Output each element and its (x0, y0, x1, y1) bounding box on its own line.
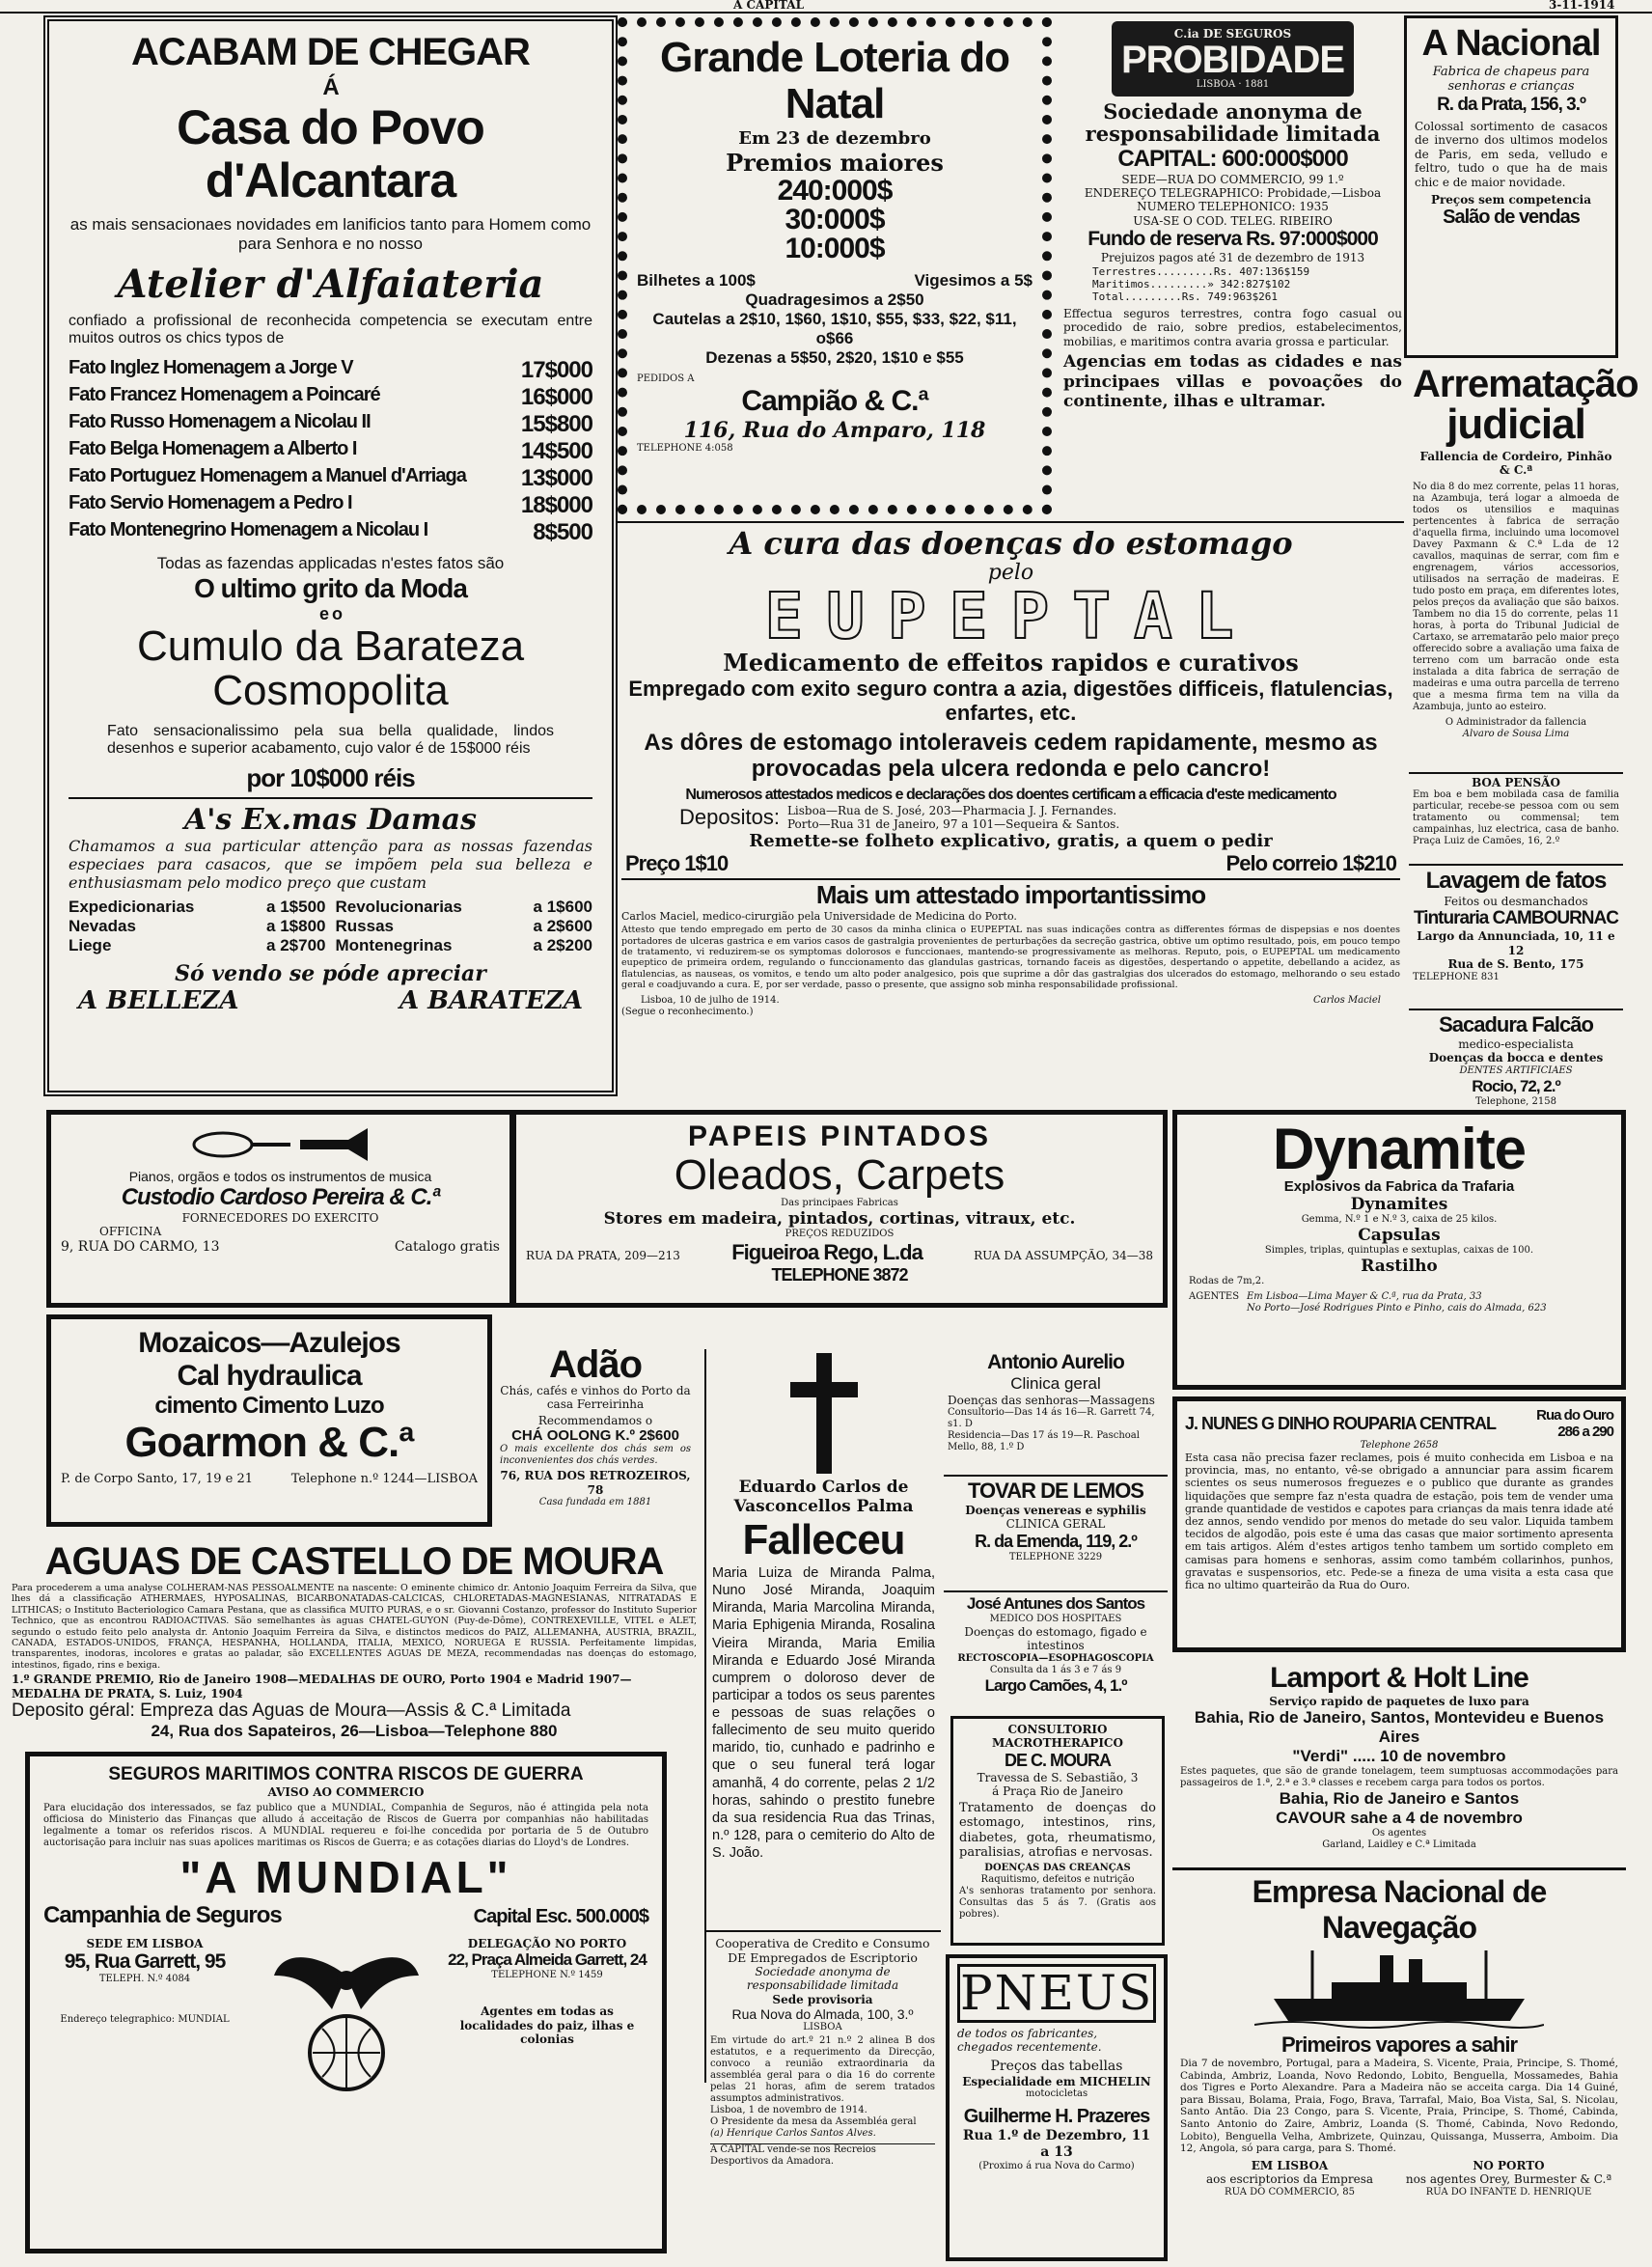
coat-row: Nevadas a 1$800 Russas a 2$600 (69, 917, 592, 936)
lavagem-telephone: TELEPHONE 831 (1413, 971, 1500, 982)
moura-address-1: Travessa de S. Sebastião, 3 (977, 1770, 1139, 1784)
moura-raquitismo: Raquitismo, defeitos e nutrição (980, 1873, 1135, 1885)
eupeptal-precos (621, 851, 1400, 876)
mundial-delegacao-tel: TELEPHONE N.º 1459 (491, 1970, 603, 1981)
eupeptal-deposito-porto: Porto—Rua 31 de Janeiro, 97 a 101—Sequeira & Santos. (786, 816, 1120, 831)
ad-dynamite (1172, 1110, 1626, 1390)
navegacao-porto-text: nos agentes Orey, Burmester & C.ª (1405, 2172, 1612, 2187)
tovar-doencas: Doenças venereas e syphilis (965, 1504, 1146, 1517)
arrematacao-subtitle: judicial (1446, 401, 1585, 448)
cooperativa-text: Em virtude do art.º 21 n.º 2 alinea B dos estatutos, e a requerimento da Direcção, convoco a reunião extraordinaria da assembléa geral para o dia 16 do corrente pelas 21 horas, afim de serem tratados assumptos administrativos. (710, 2035, 935, 2105)
probidade-codigo: USA-SE O COD. TELEG. RIBEIRO (1133, 213, 1333, 228)
mozaicos-line-1: Mozaicos—Azulejos (138, 1327, 400, 1359)
mozaicos-line-2: Cal hydraulica (177, 1360, 362, 1392)
pneus-name: Guilherme H. Prazeres (963, 2105, 1150, 2127)
alcantara-fabric-note: Todas as fazendas applicadas n'estes fatos são (156, 554, 505, 572)
tovar-name: TOVAR DE LEMOS (968, 1479, 1143, 1503)
aurelio-residencia: Residencia—Das 17 ás 19—R. Paschoal Mello, 88, 1.º D (948, 1430, 1140, 1453)
eupeptal-empregado: Empregado com exito seguro contra a azia, digestões difficeis, flatulencias, enfartes, etc. (628, 677, 1393, 726)
eupeptal-deposito-lisboa: Lisboa—Rua de S. José, 203—Pharmacia J. J. Fernandes. (786, 803, 1117, 817)
pneus-title: PNEUS (957, 1964, 1156, 2023)
ad-a-nacional (1404, 15, 1618, 358)
ad-lavagem-fatos (1409, 864, 1623, 1009)
alcantara-atelier-text: confiado a profissional de reconhecida competencia se executam entre muitos outros os chics typos de (69, 313, 592, 346)
nacional-fabrica: Fabrica de chapeus para senhoras e crianças (1432, 64, 1590, 95)
cross-icon (712, 1353, 935, 1479)
dynamite-explosivos: Explosivos da Fabrica da Trafaria (1283, 1178, 1515, 1195)
custodio-fornecedores: FORNECEDORES DO EXERCITO (181, 1211, 379, 1225)
navegacao-lisboa-address: RUA DO COMMERCIO, 85 (1225, 2186, 1355, 2198)
alcantara-so-vendo: Só vendo se póde apreciar (175, 961, 486, 987)
antunes-address: Largo Camões, 4, 1.º (984, 1675, 1127, 1695)
coat-row: Liege a 2$700 Montenegrinas a 2$200 (69, 936, 592, 955)
mundial-subtitle-row (43, 1902, 648, 1929)
cooperativa-presidente: O Presidente da mesa da Assembléa geral (710, 2116, 917, 2128)
violin-trumpet-icon (184, 1120, 377, 1169)
ad-grande-loteria (618, 17, 1052, 514)
pneus-michelin: Especialidade em MICHELIN (962, 2074, 1151, 2088)
falcao-telephone: Telephone, 2158 (1475, 1095, 1556, 1107)
mundial-eagle-icon (264, 1937, 428, 2101)
alcantara-cumulo: Cumulo da Barateza (136, 622, 525, 670)
antunes-medico: MEDICO DOS HOSPITAES (989, 1614, 1122, 1624)
eupeptal-reconhecimento: (Segue o reconhecimento.) (621, 1006, 754, 1017)
steamship-icon (1180, 1946, 1618, 2032)
loteria-firm: Campião & C.ª (741, 384, 928, 417)
eupeptal-medicamento: Medicamento de effeitos rapidos e curativos (723, 649, 1299, 677)
papeis-telephone: TELEPHONE 3872 (771, 1265, 908, 1286)
adao-cha-oolong: CHÁ OOLONG K.º 2$600 (511, 1427, 679, 1445)
mozaicos-footer (61, 1472, 478, 1487)
dynamite-dynamites-desc: Gemma, N.º 1 e N.º 3, caixa de 25 kilos. (1301, 1214, 1498, 1225)
ad-papeis-pintados (511, 1110, 1168, 1308)
falcao-address: Rocio, 72, 2.º (1472, 1076, 1560, 1095)
lavagem-address-1: Largo da Annunciada, 10, 11 e 12 (1417, 929, 1615, 957)
falcao-doencas: Doenças da bocca e dentes (1428, 1051, 1604, 1065)
eupeptal-depositos-label: Depositos: (679, 804, 780, 829)
alcantara-barateza: A BARATEZA (399, 986, 583, 1016)
eupeptal-sign (621, 995, 1400, 1007)
falleceu-title: Falleceu (742, 1516, 905, 1564)
alcantara-belleza: A BELLEZA (78, 986, 239, 1016)
eupeptal-dores: As dôres de estomago intoleraveis cedem rapidamente, mesmo as provocadas pela ulcera redonda e pelo cancro! (644, 729, 1378, 783)
ad-casa-povo-alcantara (43, 15, 618, 1096)
probidade-maritimos: Maritimos.........» 342:827$102 (1092, 277, 1291, 290)
adao-title: Adão (549, 1343, 642, 1386)
dynamite-agente-porto: No Porto—José Rodrigues Pinto e Pinho, cais do Almada, 623 (1247, 1303, 1547, 1313)
lavagem-tinturaria: Tinturaria CAMBOURNAC (1414, 908, 1618, 929)
lavagem-address-2: Rua de S. Bento, 175 (1447, 957, 1584, 972)
antunes-doencas: Doenças do estomago, figado e intestinos (964, 1625, 1147, 1653)
mozaicos-line-3: cimento Cimento Luzo (154, 1393, 384, 1419)
nacional-address: R. da Prata, 156, 3.º (1437, 94, 1585, 115)
falleceu-text: Maria Luiza de Miranda Palma, Nuno José Miranda, Joaquim Miranda, Maria Marcolina Miranda, Maria Ephigenia Miranda, Rosalina Vieira Miranda, Maria Emilia Miranda e Eduardo José Miranda cumprem o doloroso dever de participar a todos os seus parentes e pessoas de suas relações o fallecimento de seu muito querido marido, tio, cunhado e padrinho e que o seu funeral terá logar amanhã, 4 do corrente, pelas 2 1/2 horas, sahindo o prestito funebre da sua residencia Rua das Trinas, n.º 128, para o cemiterio do Alto de S. João. (712, 1565, 935, 1862)
ad-probidade (1061, 17, 1404, 519)
aurelio-clinica: Clinica geral (1010, 1374, 1101, 1393)
papeis-address-prata: RUA DA PRATA, 209—213 (526, 1249, 680, 1263)
arrematacao-admin-name: Alvaro de Sousa Lima (1462, 728, 1570, 739)
loteria-telephone: TELEPHONE 4:058 (637, 442, 733, 454)
loteria-address: 116, Rua do Amparo, 118 (683, 417, 986, 443)
pensao-title: BOA PENSÃO (1472, 776, 1560, 789)
papeis-oleados: Oleados, Carpets (674, 1151, 1005, 1199)
probidade-sub: LISBOA · 1881 (1196, 79, 1270, 91)
ad-arrematacao-judicial (1409, 363, 1638, 770)
alcantara-moda: O ultimo grito da Moda (194, 573, 467, 603)
pensao-text: Em boa e bem mobilada casa de familia particular, recebe-se pessoa com ou sem tratamento ou commensal; tem campainhas, luz electrica, casa de banho. Praça Luiz de Camões, 16, 2.º (1413, 789, 1619, 847)
probidade-terrestres: Terrestres.........Rs. 407:136$159 (1092, 264, 1310, 278)
dynamite-rastilho: Rastilho (1361, 1257, 1438, 1276)
dynamite-capsulas-desc: Simples, triplas, quintuplas e sextuplas, caixas de 100. (1264, 1245, 1534, 1256)
adao-excellente: O mais excellente dos chás sem os inconvenientes dos chás verdes. (500, 1444, 691, 1467)
roupa-address: Rua do Ouro 286 a 290 (1536, 1407, 1613, 1440)
navegacao-text: Dia 7 de novembro, Portugal, para a Madeira, S. Vicente, Praia, Principe, S. Thomé, Cabinda, Ambriz, Loanda, Novo Redondo, Lobito, Benguella, Mossamedes, Bahia dos Tigres e Porto Alexandre. Para a Madeira não se acceita carga. Dia 14 Guiné, para Bissau, Bolama, Praia, Fogo, Brava, Tarrafal, Maio, Boa Vista, Sal, S. Nicolau, Santo Antão. Dia 23 Congo, para S. Vicente, Praia, Principe, S. Thomé, Cabinda, Santo Antonio do Zaire, Ambriz, Loanda (S. Thomé, Cabinda, Novo Redondo, Lobito), Benguella Velha, Ambrizete, Quinzau, Quissanga, Musserra, Amboim. Dia 12, Angola, só para carga, para S. Thomé. (1180, 2058, 1618, 2155)
mundial-capital: Capital Esc. 500.000$ (473, 1905, 648, 1927)
mozaicos-telephone: Telephone n.º 1244—LISBOA (290, 1472, 478, 1487)
price-row: Fato Russo Homenagem a Nicolau II 15$800 (69, 411, 592, 437)
navegacao-porto: NO PORTO (1473, 2158, 1545, 2172)
ad-custodio-pereira (46, 1110, 514, 1308)
pneus-fabricantes: de todos os fabricantes, chegados recentemente. (957, 2027, 1102, 2055)
tovar-clinica: CLINICA GERAL (1005, 1517, 1106, 1532)
antunes-consulta: Consulta da 1 ás 3 e 7 ás 9 (989, 1664, 1122, 1675)
ad-tovar-lemos (944, 1475, 1168, 1589)
custodio-firm: Custodio Cardoso Pereira & C.ª (121, 1184, 440, 1210)
probidade-name: PROBIDADE (1120, 39, 1345, 82)
eupeptal-correio: Pelo correio 1$210 (1225, 850, 1396, 875)
cooperativa-city: LISBOA (803, 2022, 842, 2033)
lavagem-title: Lavagem de fatos (1425, 868, 1607, 894)
probidade-effectua: Effectua seguros terrestres, contra fogo casual ou procedido de raio, sobre predios, estabelecimentos, mobilias, e maritimos contra avaria grossa e particular. (1063, 307, 1402, 348)
eupeptal-attestado-text: Attesto que tendo empregado em perto de 30 casos da minha clinica o EUPEPTAL nas suas indicações contra as differentes fórmas de dispepsias e nos doentes portadores de ulceras gastrica e em varios casos de gastralgia provenientes de perturbações da secreção gastrica, obtive um optimo resultado, pois, em pouco tempo de tratamento, vi reduzirem-se os symptomas dolorosos e funccionaes, mantendo-se progressivamente as melhoras. Reputo, pois, o EUPEPTAL um medicamento eupeptico de primeira ordem, regulando o funccionamento das glandulas gastricas, tornando faceis as digestões, despertando o appetite, debellando a acidez, as flatulencias, as nauseas, os vomitos, e tendo um alto poder analgesico, pois que suprime a dôr das gastralgias dos ulcerados do estomago, melhorando o seu estado geral e coadjuvando a cura. E, por ser verdade, passo o presente, que assigno sob minha responsabilidade profissional. (621, 925, 1400, 991)
alcantara-damas-text: Chamamos a sua particular attenção para as nossas fazendas especiaes para casacos, que se impõem pela sua belleza e enthusiasmam pelo modico preço que custam (69, 837, 592, 893)
probidade-sede: SEDE—RUA DO COMMERCIO, 99 1.º (1121, 172, 1344, 186)
moura-address-2: á Praça Rio de Janeiro (992, 1784, 1123, 1799)
roupa-header (1185, 1407, 1613, 1440)
arrematacao-text: No dia 8 do mez corrente, pelas 11 horas, na Azambuja, terá logar a almoeda de todos os utensilios e maquinas pertencentes à fabrica de serração d'aquella firma, incluindo uma locomovel Davey Paxmann & C.ª L.da de 12 cavallos, maquinas de serrar, com fim e engrenagem, vários accessorios, utilisados na serração de madeiras. E tudo posto em praça, em diferentes lotes, pelos preços da avaliação que são baixos. Tambem no dia 15 do corrente, pelas 11 horas, à porta do Tribunal Judicial de Cartaxo, se arrematarão pelo maior preço offerecido sobre a avaliação uma faixa de terreno com um barracão onde esta instalada a dita fabrica de serração de madeiras e uma outra parcella de terreno que a mesma firma tem na villa da Azambuja, junto ao esteiro. (1413, 481, 1619, 712)
alcantara-coat-list (69, 898, 592, 955)
lamport-text: Estes paquetes, que são de grande tonelagem, teem sumptuosas accommodações para passageiros de 1.ª, 2.ª e 3.ª classes e recebem carga para todos os portos. (1180, 1766, 1618, 1789)
dynamite-agentes-label: AGENTES (1189, 1291, 1240, 1302)
ad-mozaicos-azulejos (46, 1314, 492, 1527)
tovar-telephone: TELEPHONE 3229 (1008, 1551, 1103, 1562)
ad-lamport-holt (1172, 1658, 1626, 1861)
lavagem-sub: Feitos ou desmanchados (1444, 895, 1588, 908)
ad-a-mundial (25, 1752, 667, 2253)
alcantara-shop-name: Casa do Povo d'Alcantara (177, 100, 484, 207)
alcantara-headline: ACABAM DE CHEGAR (131, 31, 530, 73)
dynamite-agentes (1189, 1291, 1610, 1314)
falcao-name: Sacadura Falcão (1439, 1012, 1593, 1037)
lamport-route-1: Bahia, Rio de Janeiro, Santos, Montevideu e Buenos Aires (1194, 1708, 1605, 1747)
alcantara-intro: as mais sensacionaes novidades em lanificios tanto para Homem como para Senhora e no nosso (69, 215, 592, 253)
navegacao-footer (1180, 2159, 1618, 2198)
eupeptal-pelo: pelo (987, 561, 1034, 586)
tovar-address: R. da Emenda, 119, 2.º (975, 1531, 1137, 1551)
loteria-prize: 10:000$ (785, 232, 885, 264)
lamport-agentes: Os agentes (1371, 1828, 1427, 1839)
cooperativa-sociedade: Sociedade anonyma de responsabilidade limitada (746, 1965, 899, 1993)
mundial-aviso: AVISO AO COMMERCIO (267, 1785, 425, 1799)
ad-boa-pensao (1409, 772, 1623, 861)
roupa-title: J. NUNES G DINHO ROUPARIA CENTRAL (1185, 1413, 1497, 1433)
arrematacao-admin: O Administrador da fallencia (1445, 716, 1587, 728)
moura-name: DE C. MOURA (1005, 1750, 1111, 1770)
masthead (0, 0, 1652, 14)
pneus-proximo: (Proximo á rua Nova do Carmo) (978, 2160, 1135, 2171)
price-row: Fato Inglez Homenagem a Jorge V 17$000 (69, 357, 592, 383)
arrematacao-fallencia: Fallencia de Cordeiro, Pinhão & C.ª (1419, 450, 1612, 478)
loteria-date: Em 23 de dezembro (738, 127, 931, 149)
loteria-premios: Premios maiores (726, 148, 944, 177)
alcantara-price-list (69, 357, 592, 546)
loteria-quadragesimos: Quadragesimos a 2$50 (745, 290, 924, 309)
probidade-prejuizos: Prejuizos pagos até 31 de dezembro de 1913 (1100, 251, 1365, 265)
probidade-endereco: ENDEREÇO TELEGRAPHICO: Probidade,—Lisboa (1084, 185, 1382, 200)
cooperativa-presidente-name: (a) Henrique Carlos Santos Alves. (710, 2128, 876, 2140)
aguas-premios: 1.º GRANDE PREMIO, Rio de Janeiro 1908—MEDALHAS DE OURO, Porto 1904 e Madrid 1907—MEDALHA DE PRATA, S. Luiz, 1904 (12, 1673, 632, 1700)
lamport-route-2: Bahia, Rio de Janeiro e Santos (1279, 1789, 1520, 1809)
probidade-capital: CAPITAL: 600:000$000 (1117, 145, 1348, 172)
papeis-precos: PREÇOS REDUZIDOS (785, 1229, 895, 1240)
roupa-text: Esta casa não precisa fazer reclames, pois é muito conhecida em Lisboa e na provincia, mas, no entanto, vê-se obrigado a annunciar para assim ficarem scientes os seus numerosos freguezes e o publico que durante as grandes liquidações que sempre faz n'esta quadra de estação, pois tem de vender uma grande quantidade de vestidos e capotes para crianças da mais tenra idade até dez annos, sendo vendido por menos do metade do seu valor. Liquida tambem tecidos de algodão, pois este é uma das casas que maior sortimento apresenta em tais artigos. Além d'estes artigos tenho tambem um sortido completo em camisas para homens e senhoras, assim como também collarinhos, punhos, gravatas e suspensorios, etc. Pede-se a fineza de uma visita a esta casa que fica no ultimo quarteirão da Rua do Ouro. (1185, 1451, 1613, 1591)
eupeptal-depositos (621, 804, 1400, 831)
eupeptal-attestado-title: Mais um attestado importantissimo (621, 878, 1400, 910)
navegacao-title: Empresa Nacional de Navegação (1252, 1874, 1547, 1945)
probidade-total: Total.........Rs. 749:963$261 (1092, 290, 1279, 303)
ad-empresa-nacional-navegacao (1172, 1867, 1626, 2263)
alcantara-atelier: Atelier d'Alfaiateria (117, 262, 544, 307)
probidade-agencias: Agencias em todas as cidades e nas principaes villas e povoações do continente, ilhas e ultramar. (1063, 352, 1402, 412)
ad-jose-antunes (944, 1590, 1168, 1711)
papeis-address-row (526, 1240, 1153, 1265)
moura-title: CONSULTORIO MACROTHERAPICO (992, 1723, 1123, 1751)
nacional-precos: Preços sem competencia (1430, 192, 1592, 207)
mundial-title: SEGUROS MARITIMOS CONTRA RISCOS DE GUERRA (108, 1764, 584, 1784)
ad-rouparia-central (1172, 1396, 1626, 1652)
divider (69, 797, 592, 799)
lamport-verdi: "Verdi" ..... 10 de novembro (1292, 1747, 1506, 1766)
mundial-name: "A MUNDIAL" (179, 1852, 512, 1903)
pneus-precos: Preços das tabellas (990, 2058, 1123, 2074)
cooperativa-address: Rua Nova do Almada, 100, 3.º (731, 2006, 914, 2023)
eupeptal-signature: Carlos Maciel (1312, 994, 1381, 1006)
price-row: Fato Servio Homenagem a Pedro I 18$000 (69, 492, 592, 518)
price-row: Fato Belga Homenagem a Alberto I 14$500 (69, 438, 592, 464)
navegacao-primeiros: Primeiros vapores a sahir (1280, 2032, 1518, 2057)
mundial-sede-label: SEDE EM LISBOA (86, 1936, 204, 1950)
eupeptal-brand: EUPEPTAL (764, 579, 1257, 654)
loteria-title: Grande Loteria do Natal (660, 34, 1009, 128)
aguas-deposito: Deposito géral: Empreza das Aguas de Moura—Assis & C.ª Limitada (12, 1700, 571, 1721)
dynamite-rastilho-desc: Rodas de 7m,2. (1189, 1276, 1265, 1286)
mozaicos-address: P. de Corpo Santo, 17, 19 e 21 (61, 1472, 253, 1487)
eupeptal-attestados: Numerosos attestados medicos e declarações dos doentes certificam a efficacia d'este medicamento (685, 786, 1336, 803)
navegacao-lisboa-text: aos escriptorios da Empresa (1205, 2172, 1374, 2187)
mundial-text: Para elucidação dos interessados, se faz publico que a MUNDIAL, Companhia de Seguros, não é attingida pela nota officiosa do Ministerio das Finanças que alludo á acceitação de Riscos de Guerra por companhias não habilitadas legalmente a tomar os referidos riscos. A MUNDIAL requereu e foi-lhe concedida por portaria de 5 de Outubro auctorisação para incluir nas suas apolices maritimas os Riscos de Guerra; e as cotações diarias do Lloyd's de Londres. (43, 1803, 648, 1849)
alcantara-cosmopolita: Cosmopolita (212, 667, 449, 715)
pneus-address: Rua 1.º de Dezembro, 11 a 13 (962, 2127, 1151, 2160)
coat-row: Expedicionarias a 1$500 Revolucionarias a 1$600 (69, 898, 592, 917)
lamport-title: Lamport & Holt Line (1270, 1662, 1528, 1694)
lamport-agentes-name: Garland, Laidley e C.ª Limitada (1322, 1839, 1476, 1851)
custodio-footer (61, 1239, 500, 1256)
antunes-rectoscopia: RECTOSCOPIA—ESOPHAGOSCOPIA (957, 1652, 1154, 1664)
custodio-address: 9, RUA DO CARMO, 13 (61, 1238, 220, 1255)
aguas-title: AGUAS DE CASTELLO DE MOURA (44, 1540, 664, 1583)
loteria-dezenas: Dezenas a 5$50, 2$20, 1$10 e $55 (705, 347, 964, 367)
loteria-bilhetes: Bilhetes a 100$ Vigesimos a 5$ (637, 270, 1032, 290)
alcantara-fato-text: Fato sensacionalissimo pela sua bella qualidade, lindos desenhos e superior acabamento, cujo valor é de 15$000 réis (107, 723, 554, 758)
eupeptal-date: Lisboa, 10 de julho de 1914. (641, 994, 780, 1006)
mundial-delegacao-label: DELEGAÇÃO NO PORTO (467, 1936, 627, 1950)
mundial-delegacao-block (446, 1937, 648, 2047)
papeis-fabricas: Das principaes Fabricas (781, 1198, 898, 1209)
cooperativa-footer: A CAPITAL vende-se nos Recreios Desportivos da Amadora. (710, 2143, 935, 2168)
pneus-motocicletas: motocicletas (1025, 2087, 1088, 2099)
masthead-date: 3-11-1914 (1549, 0, 1615, 12)
cooperativa-date: Lisboa, 1 de novembro de 1914. (710, 2105, 867, 2116)
ad-antonio-aurelio (944, 1349, 1168, 1473)
moura-tratamento: Tratamento de doenças do estomago, intestinos, rins, diabetes, gota, rheumatismo, paralisias, atrofias e nervosas. (959, 1800, 1156, 1861)
ad-consultorio-moura (950, 1716, 1165, 1946)
custodio-catalogo: Catalogo gratis (394, 1238, 500, 1255)
eupeptal-doctor: Carlos Maciel, medico-cirurgião pela Universidade de Medicina do Porto. (621, 909, 1017, 923)
dynamite-capsulas: Capsulas (1358, 1226, 1441, 1245)
falcao-especialista: medico-especialista (1458, 1037, 1574, 1051)
papeis-title: PAPEIS PINTADOS (688, 1120, 991, 1152)
ad-aguas-castello-moura (8, 1540, 701, 1745)
ad-cooperativa (704, 1930, 941, 2263)
mundial-agentes: Agentes em todas as localidades do paiz, ilhas e colonias (459, 2004, 635, 2047)
ad-pneus (946, 1954, 1168, 2261)
papeis-address-assumpcao: RUA DA ASSUMPÇÃO, 34—38 (974, 1249, 1153, 1263)
aurelio-name: Antonio Aurelio (987, 1351, 1124, 1373)
aurelio-doencas: Doenças das senhoras—Massagens (948, 1394, 1155, 1407)
price-row: Fato Portuguez Homenagem a Manuel d'Arriaga 13$000 (69, 465, 592, 491)
probidade-sociedade: Sociedade anonyma de responsabilidade limitada (1085, 99, 1381, 147)
adao-address: 76, RUA DOS RETROZEIROS, 78 (500, 1469, 691, 1497)
probidade-logo (1112, 21, 1354, 97)
nacional-salao: Salão de vendas (1443, 207, 1580, 229)
antunes-name: José Antunes dos Santos (966, 1594, 1145, 1613)
arrematacao-title: Arrematação (1413, 363, 1638, 405)
dynamite-title: Dynamite (1272, 1117, 1527, 1181)
mundial-endereco: Endereço telegraphico: MUNDIAL (60, 2014, 230, 2026)
navegacao-lisboa: EM LISBOA (1251, 2158, 1329, 2172)
price-row: Fato Francez Homenagem a Poincaré 16$000 (69, 384, 592, 410)
aurelio-consultorio: Consultorio—Das 14 ás 16—R. Garrett 74, s1. D (948, 1407, 1155, 1430)
ad-sacadura-falcao (1409, 1009, 1623, 1105)
alcantara-damas: A's Ex.mas Damas (183, 803, 478, 838)
moura-senhoras: A's senhoras tratamento por senhora. Consultas das 5 ás 7. (Gratis aos pobres). (959, 1885, 1156, 1920)
eupeptal-headline: A cura das doenças do estomago (729, 525, 1293, 562)
mundial-delegacao-address: 22, Praça Almeida Garrett, 24 (448, 1950, 647, 1970)
dynamite-agente-lisboa: Em Lisboa—Lima Mayer & C.ª, rua da Prata, 33 (1247, 1291, 1482, 1302)
ad-eupeptal (618, 521, 1404, 1100)
papeis-firm: Figueiroa Rego, L.da (731, 1240, 922, 1265)
eupeptal-preco: Preço 1$10 (625, 850, 729, 875)
alcantara-footer (69, 986, 592, 1015)
navegacao-porto-address: RUA DO INFANTE D. HENRIQUE (1425, 2186, 1592, 2198)
loteria-cautelas: Cautelas a 2$10, 1$60, 1$10, $55, $33, $22, $11, o$66 (652, 309, 1017, 347)
lamport-cavour: CAVOUR sahe a 4 de novembro (1276, 1809, 1523, 1828)
loteria-prize: 30:000$ (785, 203, 885, 235)
probidade-company-label: C.ia DE SEGUROS (1173, 27, 1292, 41)
nacional-title: A Nacional (1421, 23, 1601, 64)
adao-chas: Chás, cafés e vinhos do Porto da casa Ferreirinha (500, 1384, 691, 1412)
alcantara-eo: e o (318, 604, 342, 623)
adao-recommendamos: Recommendamos o (537, 1413, 653, 1427)
papeis-stores: Stores em madeira, pintados, cortinas, vitraux, etc. (603, 1209, 1076, 1230)
alcantara-a: Á (322, 74, 339, 100)
ad-adao (494, 1343, 697, 1536)
cooperativa-title: Cooperativa de Credito e Consumo DE Empregados de Escriptorio (715, 1936, 930, 1965)
nacional-text: Colossal sortimento de casacos de inverno dos ultimos modelos de Paris, em seda, velludo e feltro, tudo o que ha de mais chic e de maior novidade. (1415, 119, 1608, 189)
cooperativa-sede: Sede provisoria (772, 1992, 873, 2006)
custodio-pianos: Pianos, orgãos e todos os instrumentos de musica (128, 1169, 432, 1184)
alcantara-por: por 10$000 réis (246, 763, 415, 793)
roupa-telephone: Telephone 2658 (1360, 1440, 1439, 1451)
falleceu-name: Eduardo Carlos de Vasconcellos Palma (733, 1478, 914, 1516)
falcao-dentes: DENTES ARTIFICIAES (1459, 1064, 1573, 1076)
dynamite-dynamites: Dynamites (1350, 1195, 1448, 1214)
mundial-sede-block (43, 1937, 246, 2026)
custodio-officina: OFFICINA (99, 1225, 162, 1239)
eupeptal-remette: Remette-se folheto explicativo, gratis, a quem o pedir (749, 830, 1273, 851)
loteria-prize: 240:000$ (777, 174, 893, 207)
probidade-numero: NUMERO TELEPHONICO: 1935 (1137, 200, 1329, 214)
mundial-sede-tel: TELEPH. N.º 4084 (98, 1974, 191, 1985)
custodio-instruments-icon (61, 1120, 500, 1169)
price-row: Fato Montenegrino Homenagem a Nicolau I 8$500 (69, 519, 592, 545)
mundial-sede-address: 95, Rua Garrett, 95 (64, 1950, 226, 1974)
lamport-servico: Serviço rapido de paquetes de luxo para (1269, 1695, 1529, 1708)
mundial-companhia: Campanhia de Seguros (43, 1901, 282, 1928)
aguas-address: 24, Rua dos Sapateiros, 26—Lisboa—Telephone 880 (151, 1721, 558, 1740)
loteria-pedidos: PEDIDOS A (637, 373, 695, 384)
probidade-fundo: Fundo de reserva Rs. 97:000$000 (1088, 228, 1378, 251)
mozaicos-firm: Goarmon & C.ª (124, 1419, 414, 1466)
masthead-title: A CAPITAL (733, 0, 805, 12)
adao-fundada: Casa fundada em 1881 (538, 1496, 652, 1507)
moura-creancas: DOENÇAS DAS CREANÇAS (984, 1862, 1131, 1873)
aguas-text: Para procederem a uma analyse COLHERAM-NAS PESSOALMENTE na nascente: O eminente chimico dr. Antonio Joaquim Ferreira da Silva, que lhes dá a classificação ATHERMAES, HYPOSALINAS, BICARBONATADAS-CALCICAS, CHLORETADAS-MAGNESIANAS, NITRATADAS E LITHICAS; o Instituto Bacteriologico Camara Pestana, que as classifica MUITO PURAS, e o sr. Giovanni Costanzo, professor do Instituto Superior Technico, que as encontrou RADIOACTIVAS. São semelhantes às aguas CHATEL-GUYON (Puy-de-Dôme), CONTREXEVILLE, VITEL e ALET, segundo o estudo feito pelo analysta dr. Antonio Joaquim Ferreira da Silva, e distinctos medicos do PAIZ, ALLEMANHA, AUSTRIA, BRAZIL, CANADA, ESTADOS-UNIDOS, FRANÇA, HESPANHA, HOLLANDA, ITALIA, MEXICO, NORUEGA E RUSSIA. Perfeitamente limpidas, transparentes, inodoras, incolores e gratas ao paladar, são EXCELLENTES AGUAS DE MEZA, recommendadas nas doenças do estomago, intestinos, figado, rins e bexiga. (12, 1583, 697, 1671)
